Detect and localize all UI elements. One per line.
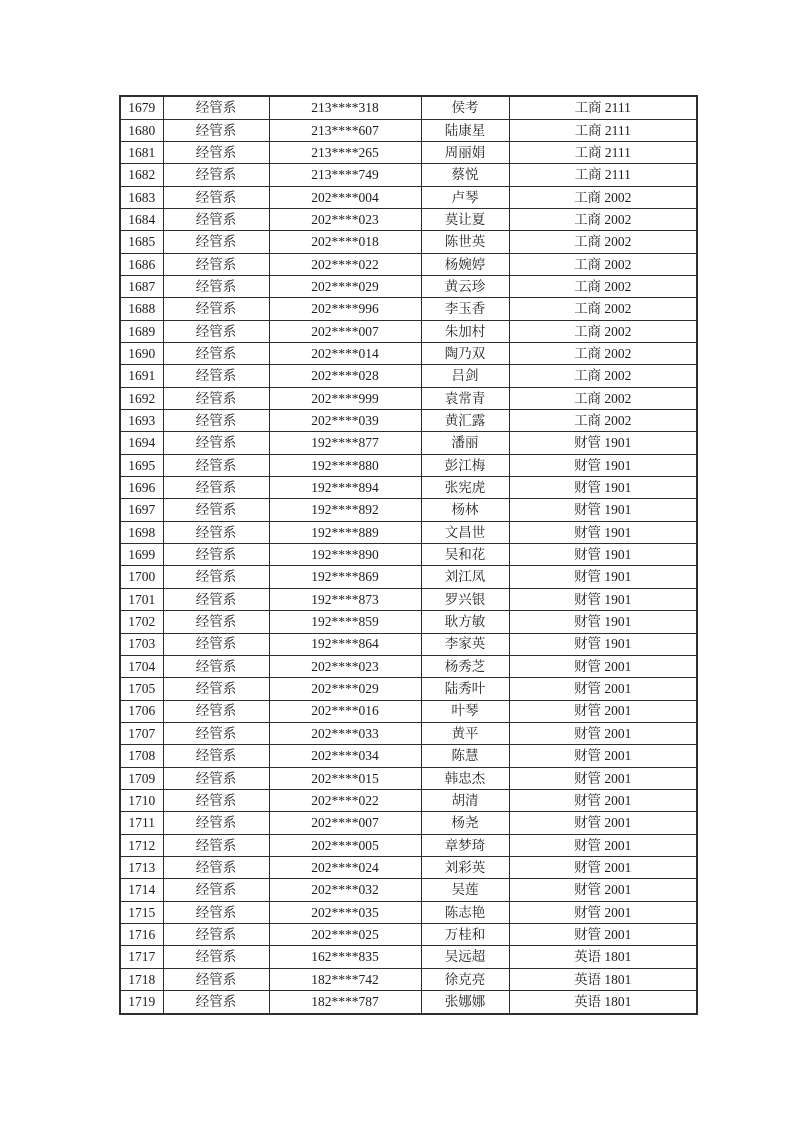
cell-class-name: 财管 1901	[509, 588, 697, 610]
table-row	[120, 320, 697, 342]
cell-class-name: 财管 2001	[509, 745, 697, 767]
cell-student-id: 202****014	[269, 343, 421, 365]
cell-student-name: 吴远超	[421, 946, 509, 968]
cell-student-id: 192****894	[269, 477, 421, 499]
cell-student-id: 202****015	[269, 767, 421, 789]
cell-department: 经管系	[163, 141, 269, 163]
cell-student-name: 莫让夏	[421, 208, 509, 230]
cell-class-name: 工商 2002	[509, 387, 697, 409]
table-row	[120, 298, 697, 320]
table-row	[120, 946, 697, 968]
cell-student-id: 202****028	[269, 365, 421, 387]
cell-class-name: 财管 2001	[509, 879, 697, 901]
cell-student-id: 202****023	[269, 655, 421, 677]
cell-student-name: 胡清	[421, 789, 509, 811]
table-row	[120, 231, 697, 253]
cell-class-name: 财管 1901	[509, 521, 697, 543]
cell-student-name: 吕剑	[421, 365, 509, 387]
cell-student-name: 韩忠杰	[421, 767, 509, 789]
cell-student-name: 张娜娜	[421, 991, 509, 1014]
cell-student-id: 192****880	[269, 454, 421, 476]
cell-department: 经管系	[163, 410, 269, 432]
cell-class-name: 工商 2002	[509, 276, 697, 298]
cell-department: 经管系	[163, 119, 269, 141]
cell-student-name: 杨秀芝	[421, 655, 509, 677]
cell-class-name: 财管 2001	[509, 655, 697, 677]
table-row	[120, 745, 697, 767]
table-row	[120, 477, 697, 499]
cell-student-name: 朱加村	[421, 320, 509, 342]
cell-department: 经管系	[163, 923, 269, 945]
cell-class-name: 财管 2001	[509, 678, 697, 700]
cell-class-name: 财管 1901	[509, 566, 697, 588]
cell-sequence-number: 1691	[120, 365, 163, 387]
cell-student-id: 202****016	[269, 700, 421, 722]
table-row	[120, 789, 697, 811]
cell-class-name: 财管 1901	[509, 499, 697, 521]
cell-student-name: 李玉香	[421, 298, 509, 320]
cell-class-name: 财管 2001	[509, 834, 697, 856]
cell-student-name: 陈慧	[421, 745, 509, 767]
cell-sequence-number: 1702	[120, 611, 163, 633]
cell-student-id: 202****996	[269, 298, 421, 320]
cell-class-name: 财管 2001	[509, 722, 697, 744]
cell-student-id: 213****607	[269, 119, 421, 141]
cell-class-name: 财管 2001	[509, 856, 697, 878]
cell-class-name: 财管 2001	[509, 812, 697, 834]
cell-student-name: 陈世英	[421, 231, 509, 253]
cell-student-name: 杨尧	[421, 812, 509, 834]
cell-class-name: 财管 2001	[509, 700, 697, 722]
cell-sequence-number: 1685	[120, 231, 163, 253]
table-row	[120, 722, 697, 744]
cell-student-id: 182****742	[269, 968, 421, 990]
cell-department: 经管系	[163, 566, 269, 588]
table-row	[120, 633, 697, 655]
cell-department: 经管系	[163, 96, 269, 119]
table-row	[120, 186, 697, 208]
table-row	[120, 276, 697, 298]
cell-student-name: 周丽娟	[421, 141, 509, 163]
cell-class-name: 工商 2002	[509, 343, 697, 365]
cell-student-name: 陆康星	[421, 119, 509, 141]
cell-department: 经管系	[163, 454, 269, 476]
cell-sequence-number: 1688	[120, 298, 163, 320]
cell-student-name: 刘江凤	[421, 566, 509, 588]
cell-class-name: 财管 1901	[509, 633, 697, 655]
cell-student-id: 202****023	[269, 208, 421, 230]
cell-class-name: 工商 2002	[509, 320, 697, 342]
cell-sequence-number: 1694	[120, 432, 163, 454]
cell-sequence-number: 1714	[120, 879, 163, 901]
cell-student-name: 李家英	[421, 633, 509, 655]
cell-student-id: 202****039	[269, 410, 421, 432]
cell-class-name: 财管 2001	[509, 923, 697, 945]
cell-student-name: 吴莲	[421, 879, 509, 901]
table-row	[120, 834, 697, 856]
table-row	[120, 991, 697, 1014]
cell-sequence-number: 1695	[120, 454, 163, 476]
cell-class-name: 财管 1901	[509, 454, 697, 476]
cell-student-name: 张宪虎	[421, 477, 509, 499]
cell-student-id: 192****859	[269, 611, 421, 633]
cell-department: 经管系	[163, 521, 269, 543]
cell-student-name: 袁常青	[421, 387, 509, 409]
cell-department: 经管系	[163, 700, 269, 722]
cell-student-name: 杨林	[421, 499, 509, 521]
cell-student-name: 黄平	[421, 722, 509, 744]
cell-student-name: 罗兴银	[421, 588, 509, 610]
cell-sequence-number: 1713	[120, 856, 163, 878]
cell-class-name: 财管 2001	[509, 789, 697, 811]
cell-sequence-number: 1697	[120, 499, 163, 521]
cell-sequence-number: 1690	[120, 343, 163, 365]
cell-student-id: 202****029	[269, 276, 421, 298]
cell-sequence-number: 1708	[120, 745, 163, 767]
cell-student-id: 202****029	[269, 678, 421, 700]
cell-student-name: 章梦琦	[421, 834, 509, 856]
cell-sequence-number: 1699	[120, 544, 163, 566]
cell-sequence-number: 1684	[120, 208, 163, 230]
table-row	[120, 923, 697, 945]
cell-sequence-number: 1704	[120, 655, 163, 677]
cell-department: 经管系	[163, 834, 269, 856]
cell-student-name: 黄云珍	[421, 276, 509, 298]
cell-department: 经管系	[163, 991, 269, 1014]
table-row	[120, 968, 697, 990]
table-row	[120, 611, 697, 633]
table-row	[120, 767, 697, 789]
table-row	[120, 678, 697, 700]
cell-student-id: 202****007	[269, 812, 421, 834]
cell-student-id: 192****877	[269, 432, 421, 454]
cell-department: 经管系	[163, 499, 269, 521]
cell-student-id: 213****749	[269, 164, 421, 186]
cell-department: 经管系	[163, 789, 269, 811]
table-row	[120, 365, 697, 387]
cell-department: 经管系	[163, 633, 269, 655]
cell-student-id: 202****035	[269, 901, 421, 923]
cell-department: 经管系	[163, 164, 269, 186]
cell-department: 经管系	[163, 387, 269, 409]
cell-sequence-number: 1689	[120, 320, 163, 342]
student-table-body	[120, 96, 697, 1014]
cell-student-id: 202****005	[269, 834, 421, 856]
table-row	[120, 454, 697, 476]
cell-department: 经管系	[163, 745, 269, 767]
cell-student-name: 潘丽	[421, 432, 509, 454]
cell-sequence-number: 1700	[120, 566, 163, 588]
cell-department: 经管系	[163, 477, 269, 499]
cell-department: 经管系	[163, 879, 269, 901]
cell-sequence-number: 1712	[120, 834, 163, 856]
student-roster-table	[119, 95, 698, 1015]
cell-sequence-number: 1687	[120, 276, 163, 298]
cell-student-name: 文昌世	[421, 521, 509, 543]
cell-department: 经管系	[163, 722, 269, 744]
table-row	[120, 387, 697, 409]
table-row	[120, 588, 697, 610]
cell-department: 经管系	[163, 276, 269, 298]
cell-student-id: 192****873	[269, 588, 421, 610]
cell-student-id: 213****318	[269, 96, 421, 119]
cell-sequence-number: 1709	[120, 767, 163, 789]
cell-sequence-number: 1681	[120, 141, 163, 163]
cell-department: 经管系	[163, 208, 269, 230]
cell-student-name: 陆秀叶	[421, 678, 509, 700]
cell-student-name: 蔡悦	[421, 164, 509, 186]
cell-department: 经管系	[163, 767, 269, 789]
cell-department: 经管系	[163, 946, 269, 968]
cell-sequence-number: 1701	[120, 588, 163, 610]
table-row	[120, 655, 697, 677]
cell-department: 经管系	[163, 544, 269, 566]
cell-department: 经管系	[163, 298, 269, 320]
cell-sequence-number: 1680	[120, 119, 163, 141]
cell-department: 经管系	[163, 678, 269, 700]
cell-student-name: 叶琴	[421, 700, 509, 722]
cell-student-id: 202****022	[269, 253, 421, 275]
cell-sequence-number: 1692	[120, 387, 163, 409]
table-row	[120, 879, 697, 901]
cell-student-name: 万桂和	[421, 923, 509, 945]
cell-class-name: 工商 2002	[509, 365, 697, 387]
cell-department: 经管系	[163, 186, 269, 208]
cell-class-name: 财管 1901	[509, 611, 697, 633]
cell-student-name: 侯考	[421, 96, 509, 119]
cell-class-name: 工商 2111	[509, 96, 697, 119]
cell-department: 经管系	[163, 901, 269, 923]
cell-class-name: 财管 1901	[509, 477, 697, 499]
cell-sequence-number: 1716	[120, 923, 163, 945]
table-row	[120, 164, 697, 186]
cell-sequence-number: 1698	[120, 521, 163, 543]
cell-class-name: 财管 2001	[509, 901, 697, 923]
cell-department: 经管系	[163, 432, 269, 454]
table-row	[120, 410, 697, 432]
cell-class-name: 工商 2002	[509, 186, 697, 208]
cell-student-id: 202****024	[269, 856, 421, 878]
table-row	[120, 119, 697, 141]
cell-sequence-number: 1696	[120, 477, 163, 499]
cell-department: 经管系	[163, 588, 269, 610]
cell-student-id: 192****890	[269, 544, 421, 566]
cell-student-id: 192****892	[269, 499, 421, 521]
cell-class-name: 财管 2001	[509, 767, 697, 789]
cell-student-name: 耿方敏	[421, 611, 509, 633]
cell-class-name: 工商 2002	[509, 253, 697, 275]
table-row	[120, 96, 697, 119]
cell-class-name: 工商 2111	[509, 164, 697, 186]
cell-student-name: 卢琴	[421, 186, 509, 208]
cell-sequence-number: 1703	[120, 633, 163, 655]
cell-class-name: 工商 2002	[509, 410, 697, 432]
cell-student-id: 192****869	[269, 566, 421, 588]
cell-sequence-number: 1686	[120, 253, 163, 275]
cell-student-id: 202****032	[269, 879, 421, 901]
table-row	[120, 343, 697, 365]
table-row	[120, 432, 697, 454]
table-row	[120, 208, 697, 230]
cell-class-name: 工商 2002	[509, 231, 697, 253]
cell-sequence-number: 1718	[120, 968, 163, 990]
cell-sequence-number: 1719	[120, 991, 163, 1014]
table-row	[120, 812, 697, 834]
table-row	[120, 901, 697, 923]
table-row	[120, 856, 697, 878]
cell-sequence-number: 1683	[120, 186, 163, 208]
cell-department: 经管系	[163, 856, 269, 878]
cell-student-id: 213****265	[269, 141, 421, 163]
cell-student-id: 202****025	[269, 923, 421, 945]
cell-student-id: 202****034	[269, 745, 421, 767]
cell-department: 经管系	[163, 231, 269, 253]
cell-student-name: 刘彩英	[421, 856, 509, 878]
cell-student-id: 162****835	[269, 946, 421, 968]
cell-student-name: 陶乃双	[421, 343, 509, 365]
cell-department: 经管系	[163, 343, 269, 365]
cell-student-name: 黄汇露	[421, 410, 509, 432]
cell-student-id: 202****033	[269, 722, 421, 744]
cell-class-name: 工商 2002	[509, 208, 697, 230]
cell-class-name: 财管 1901	[509, 432, 697, 454]
cell-department: 经管系	[163, 611, 269, 633]
cell-class-name: 英语 1801	[509, 968, 697, 990]
cell-department: 经管系	[163, 812, 269, 834]
cell-department: 经管系	[163, 253, 269, 275]
cell-class-name: 工商 2111	[509, 119, 697, 141]
cell-student-name: 陈志艳	[421, 901, 509, 923]
cell-student-id: 192****889	[269, 521, 421, 543]
cell-class-name: 英语 1801	[509, 991, 697, 1014]
table-row	[120, 499, 697, 521]
cell-student-name: 杨婉婷	[421, 253, 509, 275]
cell-sequence-number: 1711	[120, 812, 163, 834]
cell-sequence-number: 1717	[120, 946, 163, 968]
table-row	[120, 253, 697, 275]
cell-student-id: 182****787	[269, 991, 421, 1014]
cell-student-name: 吴和花	[421, 544, 509, 566]
table-row	[120, 521, 697, 543]
cell-class-name: 英语 1801	[509, 946, 697, 968]
cell-sequence-number: 1682	[120, 164, 163, 186]
cell-student-id: 202****999	[269, 387, 421, 409]
cell-sequence-number: 1707	[120, 722, 163, 744]
cell-student-name: 徐克亮	[421, 968, 509, 990]
cell-department: 经管系	[163, 655, 269, 677]
cell-student-id: 202****007	[269, 320, 421, 342]
cell-student-id: 202****004	[269, 186, 421, 208]
cell-class-name: 工商 2111	[509, 141, 697, 163]
cell-sequence-number: 1693	[120, 410, 163, 432]
table-row	[120, 141, 697, 163]
cell-class-name: 财管 1901	[509, 544, 697, 566]
cell-student-id: 192****864	[269, 633, 421, 655]
table-row	[120, 544, 697, 566]
cell-sequence-number: 1705	[120, 678, 163, 700]
table-row	[120, 700, 697, 722]
cell-department: 经管系	[163, 365, 269, 387]
cell-sequence-number: 1706	[120, 700, 163, 722]
cell-class-name: 工商 2002	[509, 298, 697, 320]
table-row	[120, 566, 697, 588]
cell-department: 经管系	[163, 968, 269, 990]
cell-student-name: 彭江梅	[421, 454, 509, 476]
cell-department: 经管系	[163, 320, 269, 342]
cell-sequence-number: 1715	[120, 901, 163, 923]
cell-student-id: 202****018	[269, 231, 421, 253]
cell-sequence-number: 1710	[120, 789, 163, 811]
cell-sequence-number: 1679	[120, 96, 163, 119]
cell-student-id: 202****022	[269, 789, 421, 811]
